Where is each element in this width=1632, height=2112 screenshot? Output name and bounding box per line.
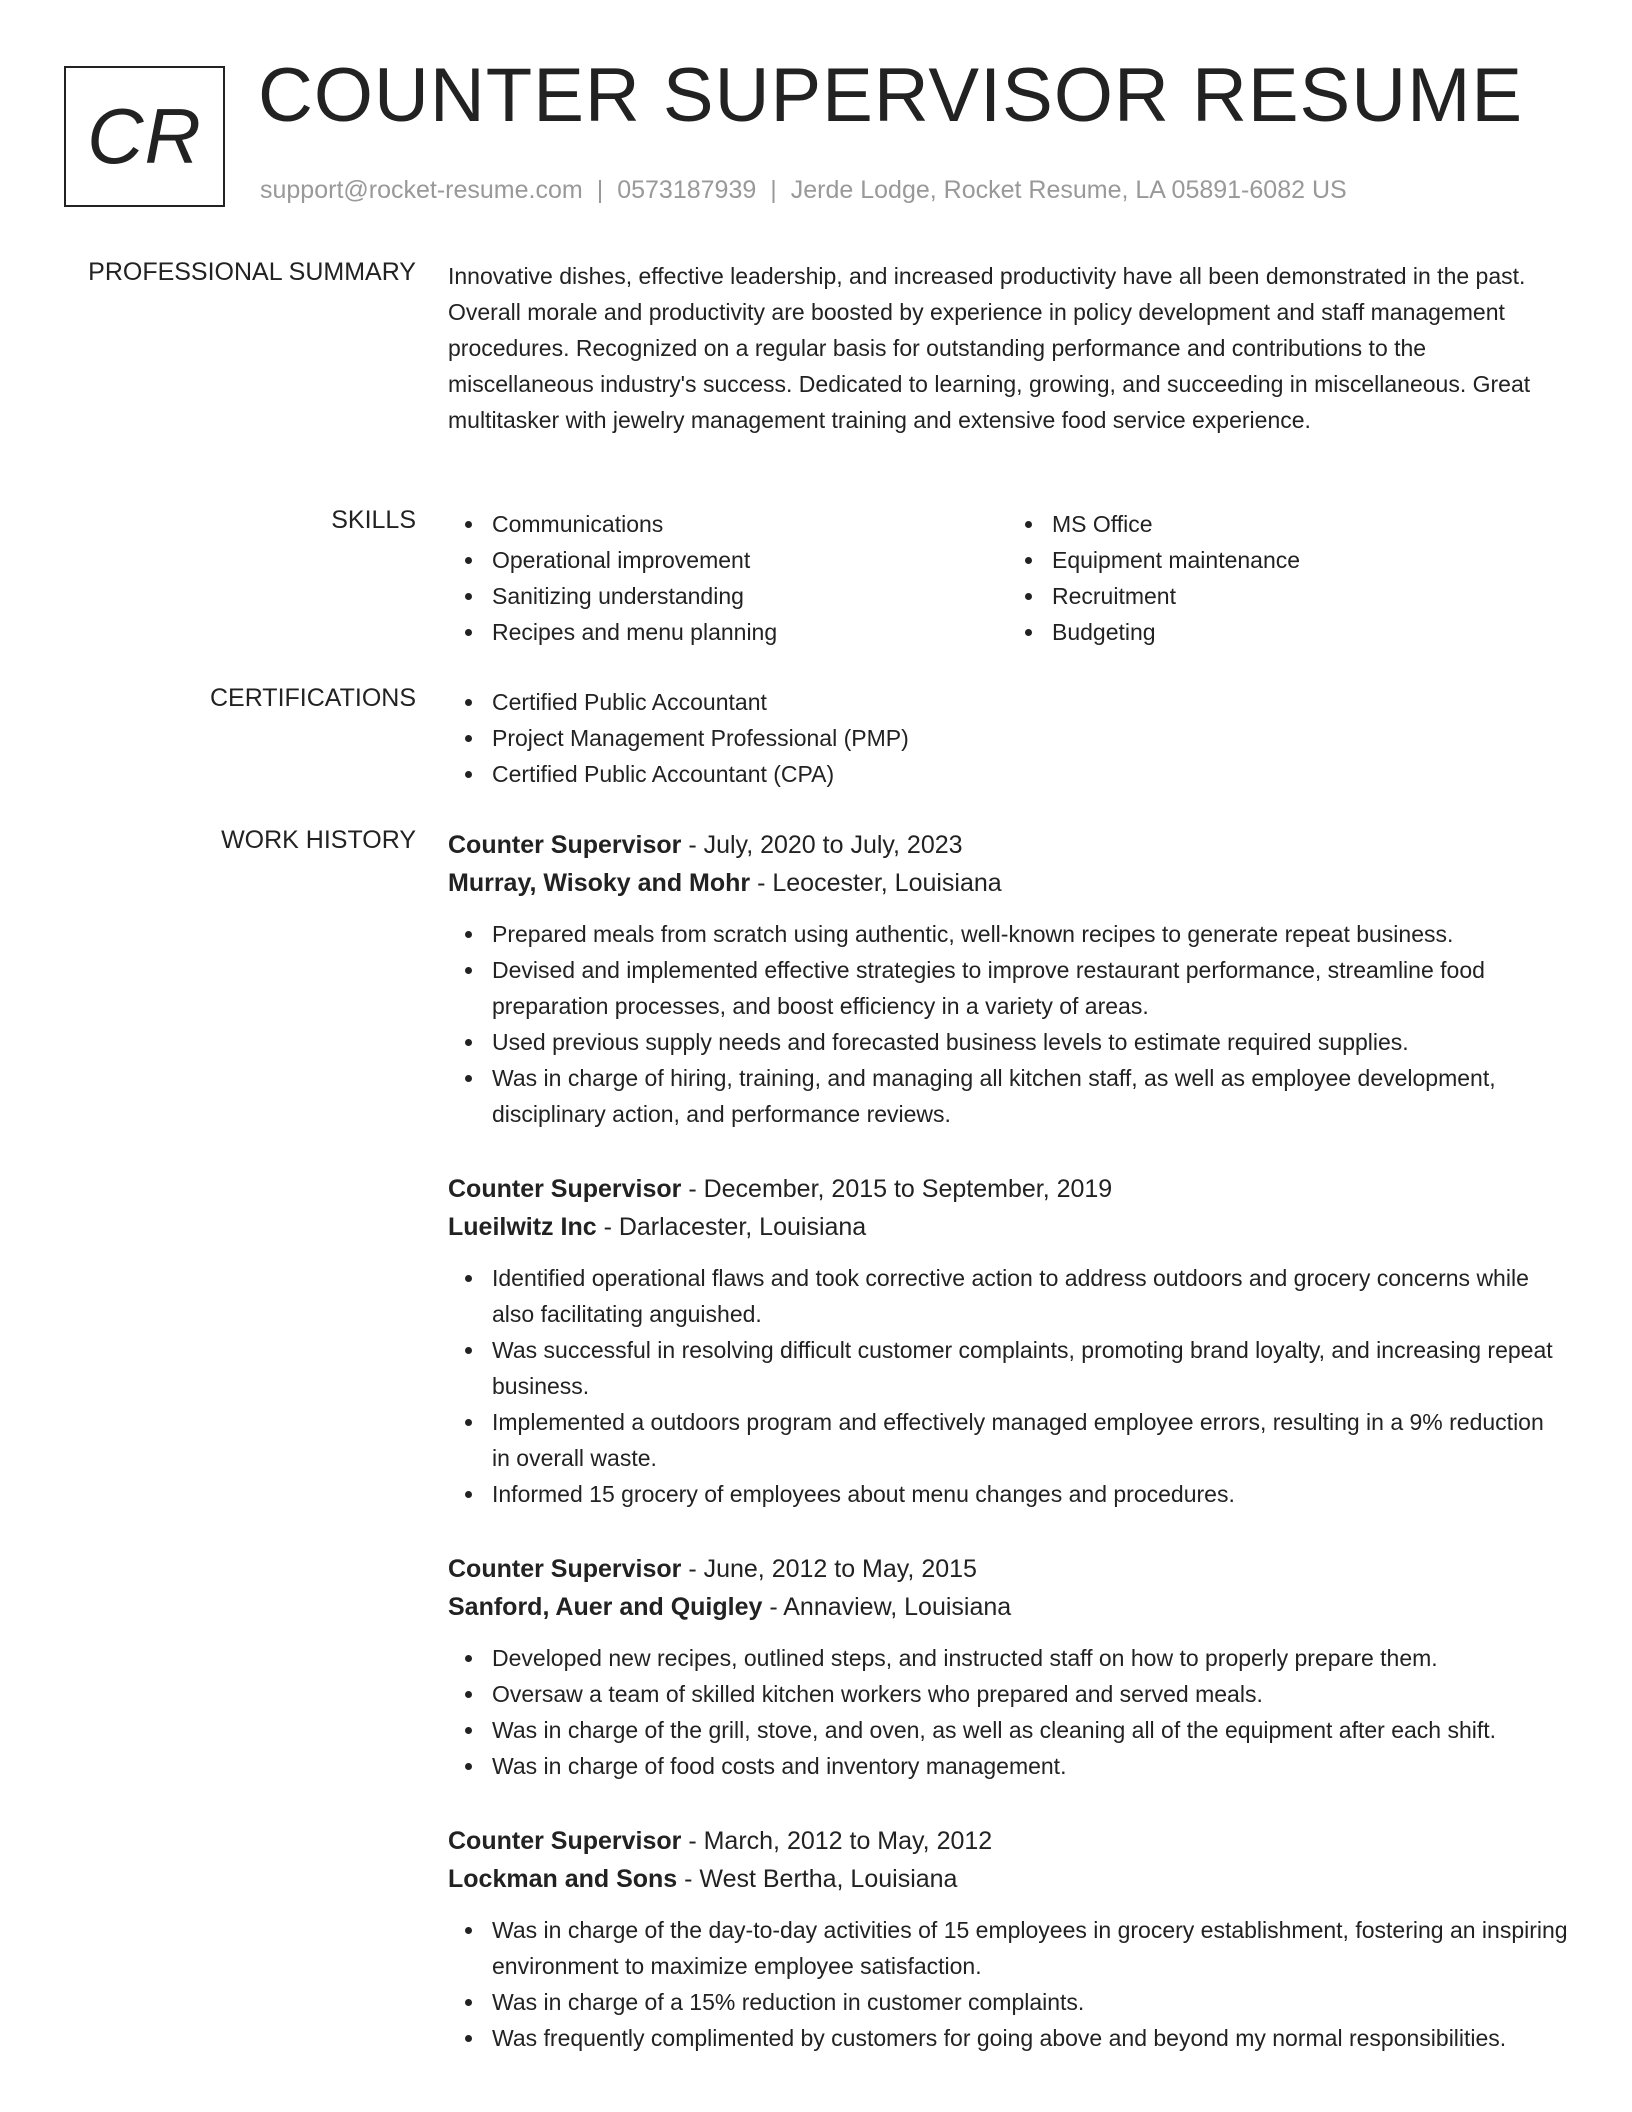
job-title-line — [448, 826, 1568, 864]
contact-separator: | — [770, 176, 777, 204]
certification-item: Project Management Professional (PMP) — [492, 720, 1568, 756]
skills-list-left — [448, 506, 1008, 650]
job-company-line — [448, 1208, 1568, 1246]
job-title-line — [448, 1822, 1568, 1860]
job-company-line — [448, 1588, 1568, 1626]
skill-item: Operational improvement — [492, 542, 1008, 578]
job-dates: - June, 2012 to May, 2015 — [681, 1555, 977, 1583]
summary-text: Innovative dishes, effective leadership, and increased productivity have all been demonstrated in the past. Overall morale and productivity are boosted by experience in policy development and staff management procedures. Recognized on a regular basis for outstanding performance and contributions to the miscellaneous industry's success. Dedicated to learning, growing, and succeeding in miscellaneous. Great multitasker with jewelry management training and extensive food service experience. — [448, 263, 1531, 433]
skills-section — [448, 506, 1568, 650]
job-bullet: Was successful in resolving difficult customer complaints, promoting brand loyalty, and increasing repeat business. — [492, 1332, 1568, 1404]
contact-phone: 0573187939 — [617, 176, 757, 204]
job-company-line — [448, 1860, 1568, 1898]
skill-item: Communications — [492, 506, 1008, 542]
certification-item: Certified Public Accountant (CPA) — [492, 756, 1568, 792]
summary-section — [448, 258, 1568, 438]
job-title: Counter Supervisor — [448, 1827, 682, 1855]
job-bullet: Informed 15 grocery of employees about menu changes and procedures. — [492, 1476, 1568, 1512]
certifications-list — [448, 684, 1568, 792]
job-company: Murray, Wisoky and Mohr — [448, 869, 751, 897]
work-history-section — [448, 826, 1568, 2094]
job-title-line — [448, 1550, 1568, 1588]
skill-item: Budgeting — [1052, 614, 1568, 650]
job-bullet: Prepared meals from scratch using authentic, well-known recipes to generate repeat business. — [492, 916, 1568, 952]
job-title: Counter Supervisor — [448, 1555, 682, 1583]
job-location: - Leocester, Louisiana — [750, 869, 1002, 897]
job-company: Lockman and Sons — [448, 1865, 678, 1893]
section-label-skills: SKILLS — [331, 506, 416, 534]
skill-item: Recruitment — [1052, 578, 1568, 614]
job-company: Lueilwitz Inc — [448, 1213, 597, 1241]
job-company-line — [448, 864, 1568, 902]
monogram-logo: CR — [64, 66, 225, 207]
job-company: Sanford, Auer and Quigley — [448, 1593, 763, 1621]
job-entry — [448, 826, 1568, 1132]
job-dates: - July, 2020 to July, 2023 — [681, 831, 963, 859]
skills-grid — [448, 506, 1568, 650]
job-entry — [448, 1170, 1568, 1512]
job-dates: - March, 2012 to May, 2012 — [681, 1827, 993, 1855]
job-bullet: Was in charge of the day-to-day activities of 15 employees in grocery establishment, fostering an inspiring environment to maximize employee satisfaction. — [492, 1912, 1568, 1984]
job-bullet: Identified operational flaws and took corrective action to address outdoors and grocery concerns while also facilitating anguished. — [492, 1260, 1568, 1332]
job-location: - Darlacester, Louisiana — [596, 1213, 867, 1241]
job-bullet: Implemented a outdoors program and effectively managed employee errors, resulting in a 9% reduction in overall waste. — [492, 1404, 1568, 1476]
job-bullet: Was in charge of a 15% reduction in customer complaints. — [492, 1984, 1568, 2020]
skills-list-right — [1008, 506, 1568, 650]
job-bullets — [448, 1640, 1568, 1784]
job-entry — [448, 1550, 1568, 1784]
job-bullets — [448, 916, 1568, 1132]
contact-line — [260, 176, 1347, 205]
job-location: - Annaview, Louisiana — [762, 1593, 1012, 1621]
job-bullet: Used previous supply needs and forecasted business levels to estimate required supplies. — [492, 1024, 1568, 1060]
job-bullet: Oversaw a team of skilled kitchen workers who prepared and served meals. — [492, 1676, 1568, 1712]
section-label-certifications: CERTIFICATIONS — [209, 684, 416, 712]
job-title-line — [448, 1170, 1568, 1208]
job-title: Counter Supervisor — [448, 1175, 682, 1203]
certification-item: Certified Public Accountant — [492, 684, 1568, 720]
job-bullet: Devised and implemented effective strategies to improve restaurant performance, streamline food preparation processes, and boost efficiency in a variety of areas. — [492, 952, 1568, 1024]
job-bullet: Developed new recipes, outlined steps, and instructed staff on how to properly prepare them. — [492, 1640, 1568, 1676]
job-bullet: Was frequently complimented by customers for going above and beyond my normal responsibilities. — [492, 2020, 1568, 2056]
section-label-work-history: WORK HISTORY — [221, 826, 416, 854]
job-bullets — [448, 1260, 1568, 1512]
job-dates: - December, 2015 to September, 2019 — [681, 1175, 1113, 1203]
job-bullet: Was in charge of the grill, stove, and oven, as well as cleaning all of the equipment after each shift. — [492, 1712, 1568, 1748]
certifications-section — [448, 684, 1568, 792]
contact-separator: | — [596, 176, 604, 204]
job-entry — [448, 1822, 1568, 2056]
job-bullet: Was in charge of food costs and inventory management. — [492, 1748, 1568, 1784]
resume-title: COUNTER SUPERVISOR RESUME — [258, 53, 1524, 138]
job-bullet: Was in charge of hiring, training, and managing all kitchen staff, as well as employee development, disciplinary action, and performance reviews. — [492, 1060, 1568, 1132]
contact-email: support@rocket-resume.com — [260, 176, 583, 204]
job-bullets — [448, 1912, 1568, 2056]
job-title: Counter Supervisor — [448, 831, 682, 859]
skill-item: Sanitizing understanding — [492, 578, 1008, 614]
skill-item: Recipes and menu planning — [492, 614, 1008, 650]
section-label-summary: PROFESSIONAL SUMMARY — [88, 258, 416, 286]
job-location: - West Bertha, Louisiana — [677, 1865, 958, 1893]
skill-item: Equipment maintenance — [1052, 542, 1568, 578]
skill-item: MS Office — [1052, 506, 1568, 542]
contact-address: Jerde Lodge, Rocket Resume, LA 05891-6082 US — [790, 176, 1347, 204]
